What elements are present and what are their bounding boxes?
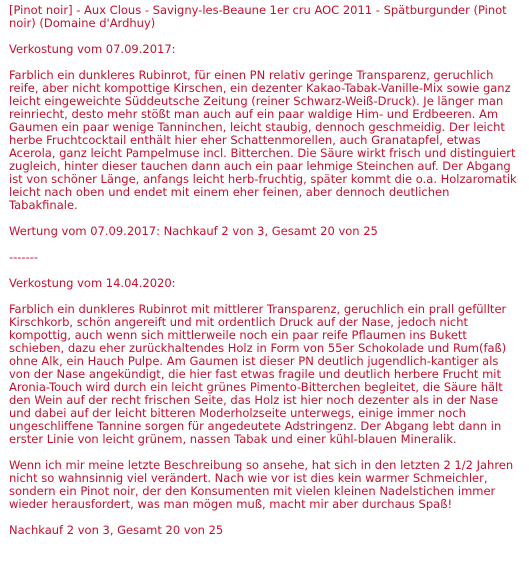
rating-2017: Wertung vom 07.09.2017: Nachkauf 2 von 3, Gesamt 20 von 25 [9, 224, 378, 238]
tasting-text-2020: Farblich ein dunkleres Rubinrot mit mittlerer Transparenz, geruchlich ein prall gefüllter Kirschkorb, schön angereift und mit ordentlich Druck auf der Nase, jedoch nicht kompottig, auch wenn sich mittlerweile noch ein paar reife Pflaumen ins Bukett schieben, dazu eher zurückhaltendes Holz in Form von 55er Schokolade und Rum(faß) ohne Alk, ein Hauch Pulpe. Am Gaumen ist dieser PN deutlich jugendlich-kantiger als von der Nase angekündigt, die hier fast etwas fragile und deutlich herbere Frucht mit Aronia-Touch wird durch ein leicht grünes Pimento-Bitterchen begleitet, die Säure hält den Wein auf der recht frischen Seite, das Holz ist hier noch dezenter als in der Nase und dabei auf der leicht bitteren Moderholzseite unterwegs, einige immer noch ungeschliffene Tannine sorgen für angedeutete Adstringenz. Der Abgang lebt dann in erster Linie von leicht grünem, nassen Tabak und einer kühl-blauen Mineralik. [9, 302, 507, 446]
tasting-text-2017: Farblich ein dunkleres Rubinrot, für einen PN relativ geringe Transparenz, geruchlich reife, aber nicht kompottige Kirschen, ein dezenter Kakao-Tabak-Vanille-Mix sowie ganz leicht eingeweichte Süddeutsche Zeitung (reiner Schwarz-Weiß-Druck). Je länger man reinriecht, desto mehr stößt man auch auf ein paar waldige Him- und Erdbeeren. Am Gaumen ein paar wenige Tanninchen, leicht staubig, dennoch geschmeidig. Der leicht herbe Fruchtcocktail enthält hier eher Schattenmorellen, auch Granatapfel, etwas Acerola, ganz leicht Pampelmuse incl. Bitterchen. Die Säure wirkt frisch und distinguiert zugleich, hinter dieser tauchen dann auch ein paar lehmige Steinchen auf. Der Abgang ist von schöner Länge, anfangs leicht herb-fruchtig, später kommt die o.a. Holzaromatik leicht nach oben und endet mit einem eher feinen, aber dennoch deutlichen Tabakfinale. [9, 68, 517, 212]
wine-title: [Pinot noir] - Aux Clous - Savigny-les-Beaune 1er cru AOC 2011 - Spätburgunder (Pinot noir) (Domaine d'Ardhuy) [9, 3, 507, 30]
comment-2020: Wenn ich mir meine letzte Beschreibung so ansehe, hat sich in den letzten 2 1/2 Jahren nicht so wahnsinnig viel verändert. Nach wie vor ist dies kein warmer Schmeichler, sondern ein Pinot noir, der den Konsumenten mit vielen kleinen Nadelstichen immer wieder herausfordert, was man mögen muß, macht mir aber durchaus Spaß! [9, 458, 514, 511]
rating-2020: Nachkauf 2 von 3, Gesamt 20 von 25 [9, 523, 224, 537]
tasting-heading-2020: Verkostung vom 14.04.2020: [9, 276, 176, 290]
tasting-heading-2017: Verkostung vom 07.09.2017: [9, 42, 176, 56]
separator: ------- [9, 250, 39, 264]
